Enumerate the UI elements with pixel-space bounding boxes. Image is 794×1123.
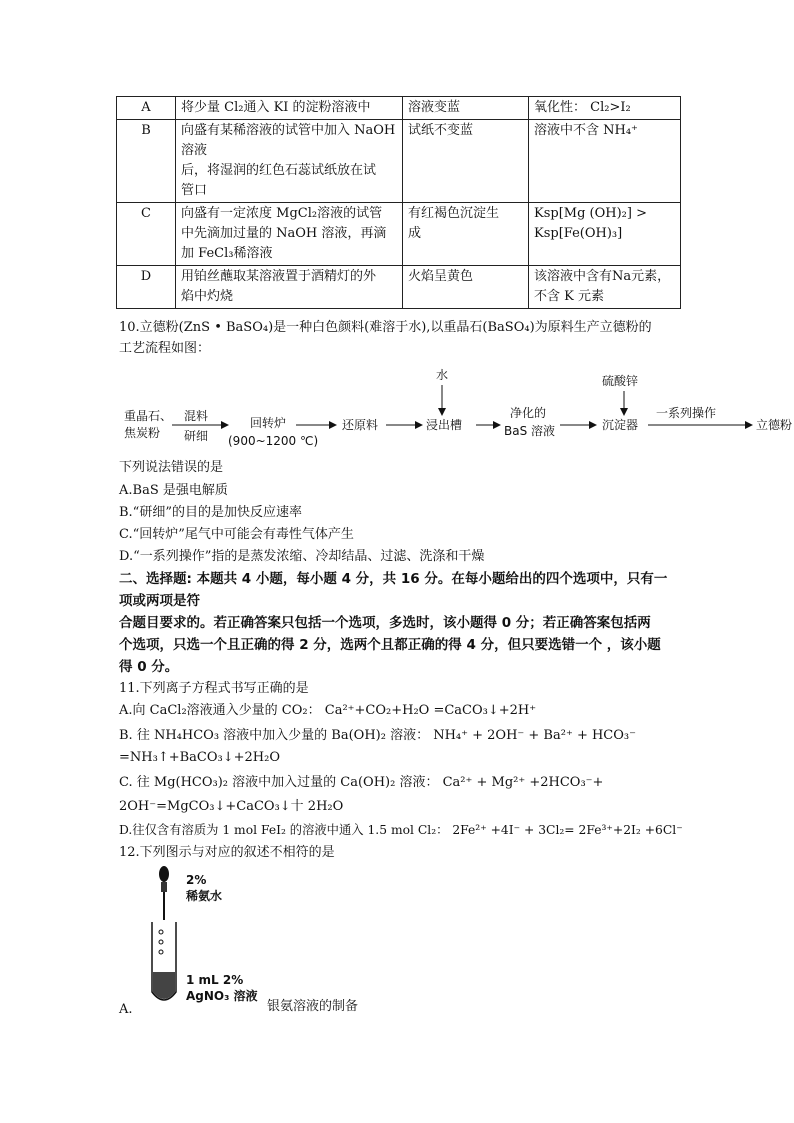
concl-line: 不含 K 元素 — [534, 289, 604, 304]
row-label: D — [117, 266, 176, 309]
row-label: B — [117, 120, 176, 203]
droplet-icon — [159, 930, 163, 934]
flow-water: 水 — [436, 368, 449, 382]
q11-stem: 11.下列离子方程式书写正确的是 — [119, 681, 309, 696]
op-line: 向盛有某稀溶液的试管中加入 NaOH 溶液 — [181, 123, 396, 158]
row-operation — [176, 203, 403, 266]
dropper-bulb-icon — [159, 866, 169, 882]
flow-furnace: 回转炉 — [250, 416, 287, 430]
row-label: A — [117, 97, 176, 120]
solution-name: AgNO₃ 溶液 — [186, 989, 258, 1003]
q12-stem: 12.下列图示与对应的叙述不相符的是 — [119, 845, 335, 860]
op-line: 管口 — [181, 183, 208, 198]
concl-line: Ksp[Fe(OH)₃] — [534, 226, 623, 241]
op-line: 中先滴加过量的 NaOH 溶液，再滴 — [181, 226, 387, 241]
flow-raw2: 焦炭粉 — [124, 426, 161, 440]
flow-pure2: BaS 溶液 — [504, 424, 556, 438]
table-row — [117, 97, 681, 120]
section2-line: 个选项，只选一个且正确的得 2 分，选两个且都正确的得 4 分，但只要选错一个 ，该小题 — [119, 637, 661, 653]
flow-raw1: 重晶石、 — [124, 409, 173, 423]
dropper-test-tube-figure — [150, 862, 290, 1012]
q11-option-c-cont: 2OH⁻=MgCO₃↓+CaCO₃↓十 2H₂O — [119, 799, 344, 814]
q10-stem-cont: 工艺流程如图： — [119, 341, 211, 356]
section2-line: 项或两项是符 — [119, 593, 200, 609]
row-phenomenon — [403, 203, 529, 266]
concl-line: Ksp[Mg (OH)₂] > — [534, 206, 647, 221]
flow-mix: 混料 — [184, 409, 209, 423]
row-phenomenon: 溶液变蓝 — [403, 97, 529, 120]
solution-volume: 1 mL 2% — [186, 973, 244, 987]
phen-line: 成 — [408, 226, 422, 241]
reagent-name: 稀氨水 — [186, 889, 223, 903]
flow-temp: (900~1200 ℃) — [228, 434, 319, 448]
liquid-icon — [153, 972, 175, 999]
row-label: C — [117, 203, 176, 266]
process-flow-diagram — [116, 365, 794, 457]
flow-grind: 研细 — [184, 429, 209, 443]
row-conclusion: 氧化性： Cl₂>I₂ — [529, 97, 681, 120]
flow-product: 立德粉 — [756, 418, 793, 432]
op-line: 用铂丝蘸取某溶液置于酒精灯的外 — [181, 269, 377, 284]
q12-option-a-caption: 银氨溶液的制备 — [267, 999, 359, 1014]
q10-option-a: A.BaS 是强电解质 — [119, 483, 228, 498]
flow-reduct: 还原料 — [342, 418, 379, 432]
op-line: 加 FeCl₃稀溶液 — [181, 246, 273, 261]
row-phenomenon: 试纸不变蓝 — [403, 120, 529, 203]
flow-ops: 一系列操作 — [656, 406, 717, 420]
q10-option-c: C.“回转炉”尾气中可能会有毒性气体产生 — [119, 527, 354, 542]
q11-option-a: A.向 CaCl₂溶液通入少量的 CO₂： Ca²⁺+CO₂+H₂O =CaCO₃↓+2H⁺ — [119, 703, 537, 718]
section2-line: 得 0 分。 — [119, 659, 179, 675]
table-row — [117, 266, 681, 309]
q11-option-c: C. 往 Mg(HCO₃)₂ 溶液中加入过量的 Ca(OH)₂ 溶液： Ca²⁺ + Mg²⁺ +2HCO₃⁻+ — [119, 775, 604, 790]
q10-ask: 下列说法错误的是 — [119, 460, 224, 475]
row-operation: 将少量 Cl₂通入 KI 的淀粉溶液中 — [176, 97, 403, 120]
q11-option-d: D.往仅含有溶质为 1 mol FeI₂ 的溶液中通入 1.5 mol Cl₂： 2Fe²⁺ +4I⁻ + 3Cl₂= 2Fe³⁺+2I₂ +6Cl⁻ — [119, 823, 683, 837]
section2-heading: 二、选择题: 本题共 4 小题，每小题 4 分，共 16 分。在每小题给出的四个选项中，只有一 — [119, 571, 668, 587]
flow-pure1: 净化的 — [510, 406, 547, 420]
flow-leach: 浸出槽 — [426, 418, 463, 432]
concl-line: 该溶液中含有Na元素， — [534, 269, 671, 284]
row-operation — [176, 266, 403, 309]
row-phenomenon: 火焰呈黄色 — [403, 266, 529, 309]
q10-option-b: B.“研细”的目的是加快反应速率 — [119, 505, 302, 520]
op-line: 焰中灼烧 — [181, 289, 234, 304]
op-line: 后，将湿润的红色石蕊试纸放在试 — [181, 163, 377, 178]
q12-option-a-label: A. — [119, 1002, 133, 1017]
row-conclusion — [529, 266, 681, 309]
row-conclusion — [529, 203, 681, 266]
q10-option-d: D.“一系列操作”指的是蒸发浓缩、冷却结晶、过滤、洗涤和干燥 — [119, 549, 485, 564]
op-line: 向盛有一定浓度 MgCl₂溶液的试管 — [181, 206, 383, 221]
flow-zinc: 硫酸锌 — [602, 374, 639, 388]
table-row — [117, 120, 681, 203]
section2-line: 合题目要求的。若正确答案只包括一个选项，多选时，该小题得 0 分；若正确答案包括两 — [119, 615, 651, 631]
droplet-icon — [159, 950, 163, 954]
phen-line: 有红褐色沉淀生 — [408, 206, 500, 221]
droplet-icon — [159, 940, 163, 944]
q11-option-b: B. 往 NH₄HCO₃ 溶液中加入少量的 Ba(OH)₂ 溶液： NH₄⁺ + 2OH⁻ + Ba²⁺ + HCO₃⁻ — [119, 728, 636, 743]
q11-option-b-cont: =NH₃↑+BaCO₃↓+2H₂O — [119, 750, 280, 765]
row-operation — [176, 120, 403, 203]
flow-settler: 沉淀器 — [602, 418, 639, 432]
reagent-percent: 2% — [186, 873, 207, 887]
experiment-table — [116, 96, 681, 309]
table-row — [117, 203, 681, 266]
row-conclusion: 溶液中不含 NH₄⁺ — [529, 120, 681, 203]
q10-stem: 10.立德粉(ZnS • BaSO₄)是一种白色颜料(难溶于水),以重晶石(BaSO₄)为原料生产立德粉的 — [119, 320, 652, 335]
